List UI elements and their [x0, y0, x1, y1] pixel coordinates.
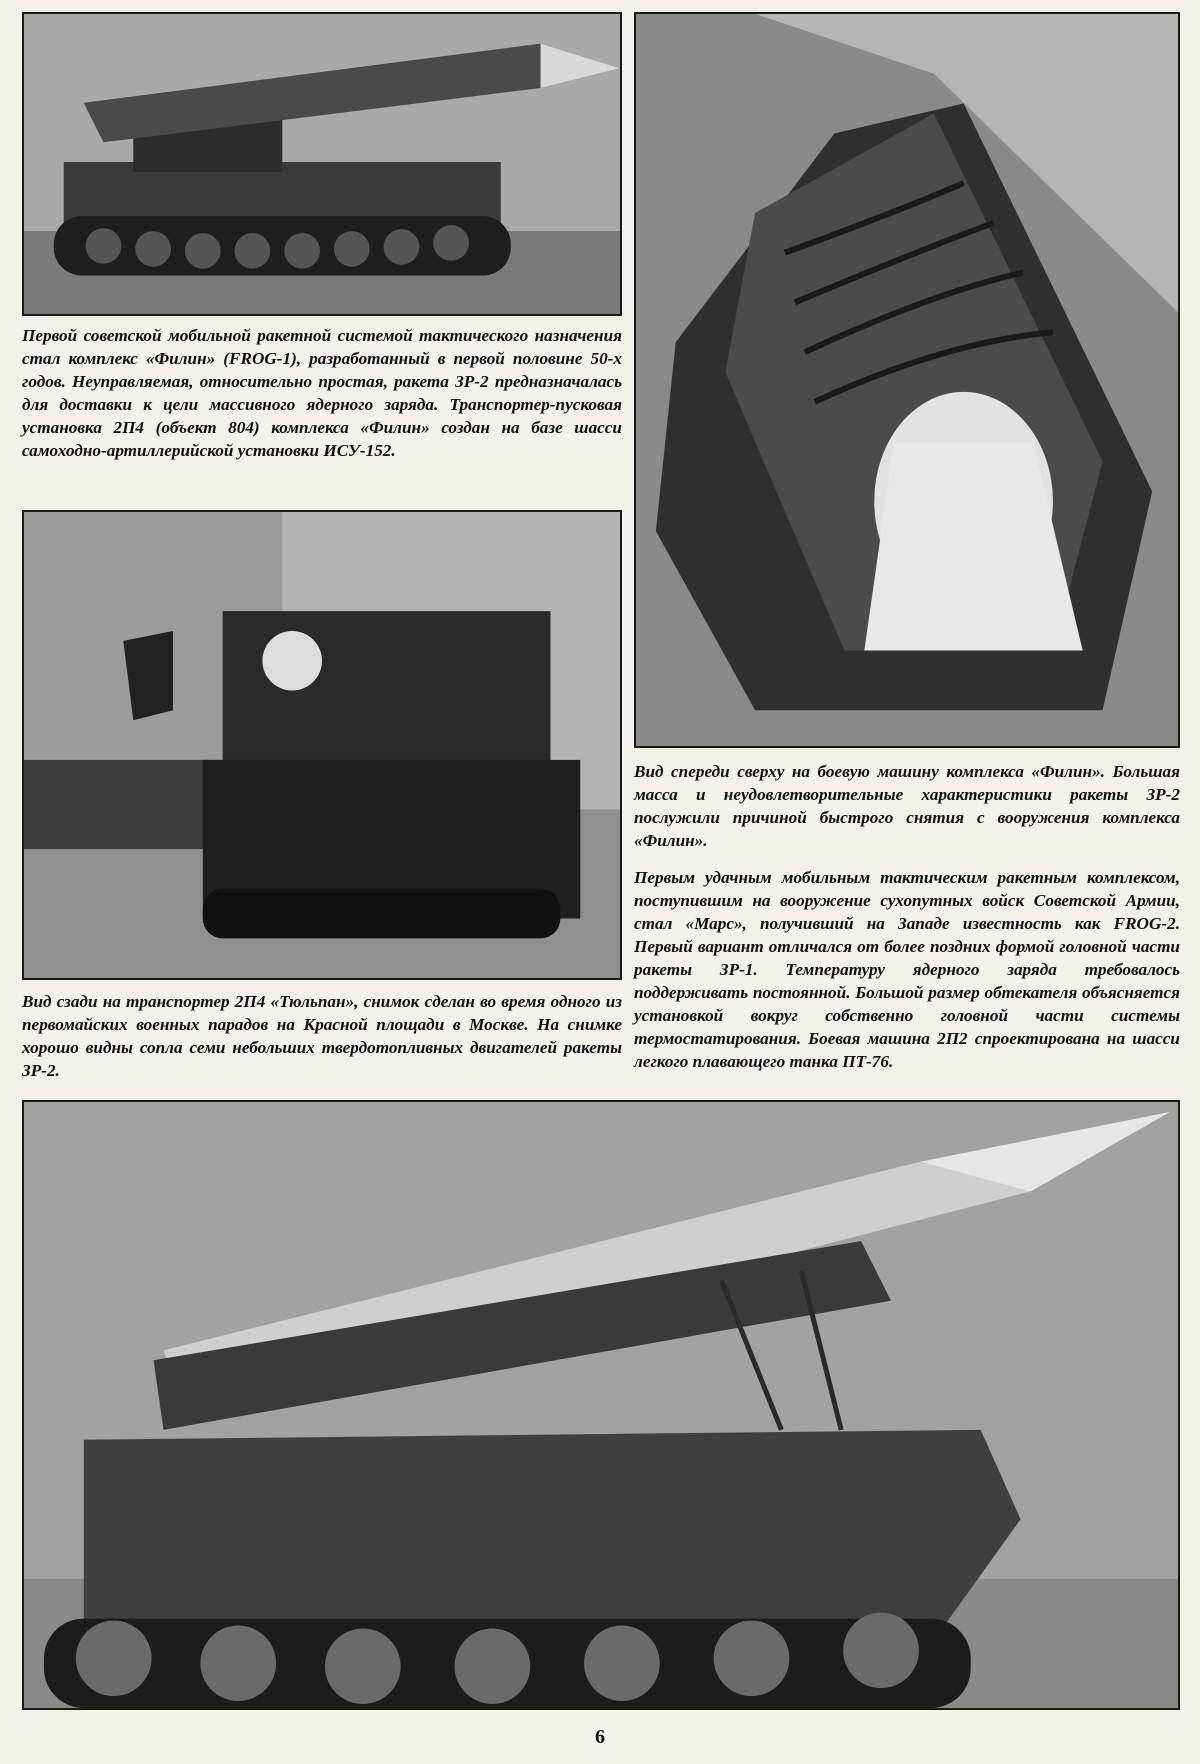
amphibious-missile-launcher-icon: [24, 1102, 1178, 1708]
photo-tulpan-rear-view: [22, 510, 622, 980]
caption-tulpan-rear: Вид сзади на транспортер 2П4 «Тюльпан», снимок сделан во время одного из первомайских военных парадов на Красной площади в Москве. На снимке хорошо видны сопла семи небольших твердотопливных двигателей ракеты ЗР-2.: [22, 992, 622, 1080]
page-number: 6: [595, 1726, 605, 1748]
caption-filin-front: Вид спереди сверху на боевую машину комплекса «Филин». Большая масса и неудовлетворительные характеристики ракеты ЗР-2 послужили причиной быстрого снятия с вооружения комплекса «Филин».: [634, 762, 1180, 850]
tracked-missile-launcher-side-icon: [24, 14, 620, 314]
photo-filin-side-view: [22, 12, 622, 316]
photo-filin-front-top-view: [634, 12, 1180, 748]
caption-filin-intro: Первой советской мобильной ракетной системой тактического назначения стал комплекс «Филин» (FROG-1), разработанный в первой половине 50-х годов. Неуправляемая, относительно простая, ракета ЗР-2 предназначалась для доставки к цели массивного ядерного заряда. Транспортер-пусковая установка 2П4 (объект 804) комплекса «Филин» создан на базе шасси самоходно-артиллерийской установки ИСУ-152.: [22, 326, 622, 460]
missile-launcher-front-top-icon: [636, 14, 1178, 746]
caption-mars: Первым удачным мобильным тактическим ракетным комплексом, поступившим на вооружение сухопутных войск Советской Армии, стал «Марс», получивший на Западе известность как FROG-2. Первый вариант отличался от более поздних формой головной части ракеты ЗР-1. Температуру ядерного заряда требовалось поддерживать постоянной. Большой размер обтекателя объясняется установкой вокруг собственно головной части системы термостатирования. Боевая машина 2П2 спроектирована на шасси легкого плавающего танка ПТ-76.: [634, 868, 1180, 1071]
photo-mars-launcher: [22, 1100, 1180, 1710]
missile-launcher-rear-parade-icon: [24, 512, 620, 978]
